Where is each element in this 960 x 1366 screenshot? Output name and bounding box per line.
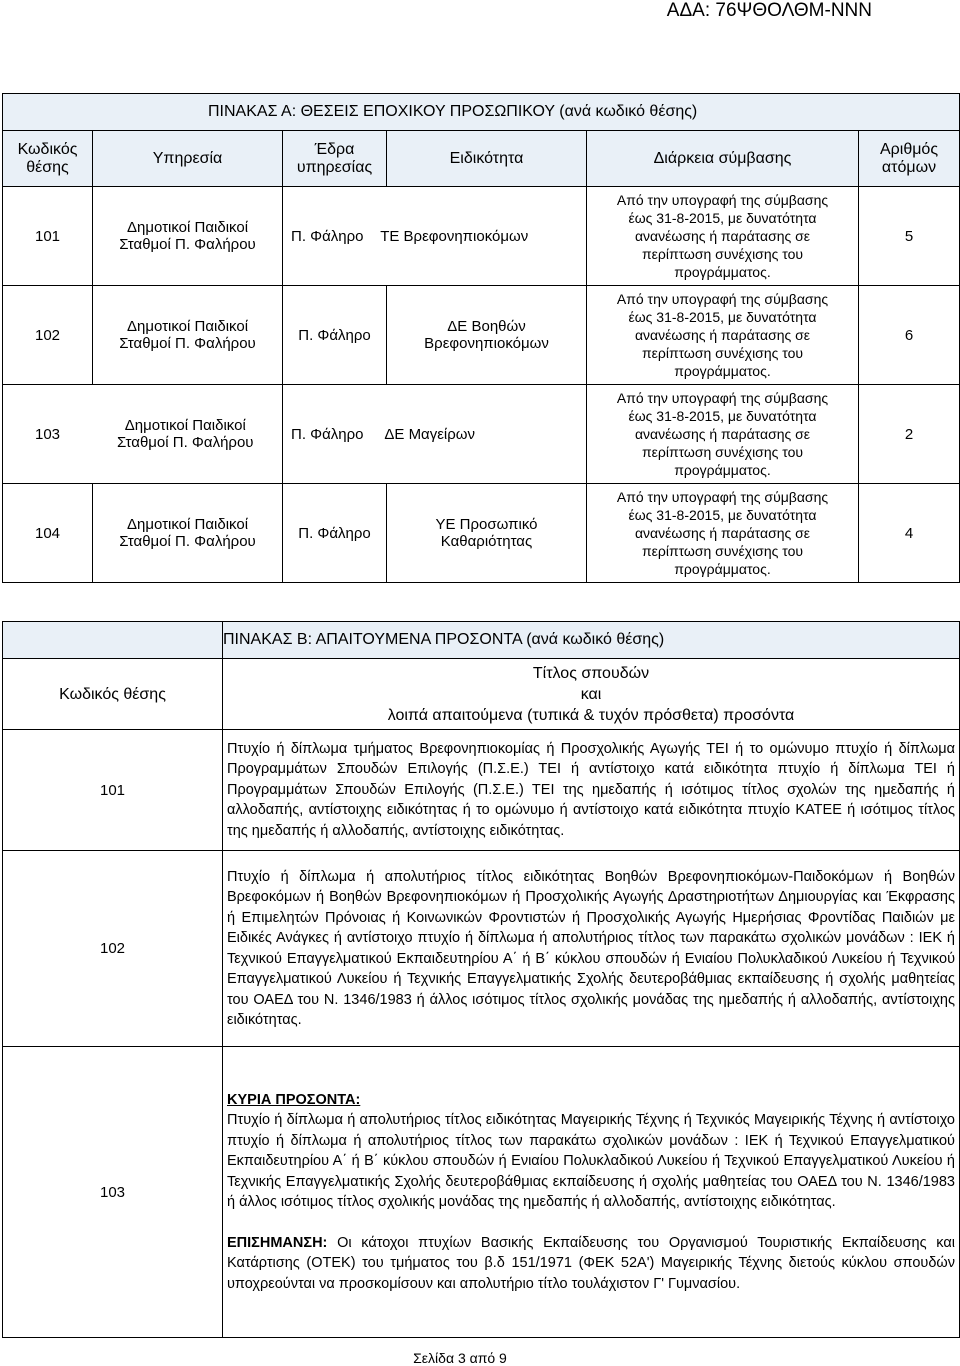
header-service: Υπηρεσία <box>93 131 283 187</box>
note <box>227 1233 955 1295</box>
header-code: Κωδικός θέσης <box>3 131 93 187</box>
row-duration: Από την υπογραφή της σύμβασης έως 31-8-2015, με δυνατότητα ανανέωσης ή παράτασης σε περίπτωση συνέχισης του προγράμματος. <box>587 385 859 484</box>
note-text: Οι κάτοχοι πτυχίων Βασικής Εκπαίδευσης του Οργανισμού Τουριστικής Εκπαίδευσης και Κατάρτισης (ΟΤΕΚ) του τμήματος του β.δ 151/1971 (ΦΕΚ 52Α') Μαγειρικής Τέχνης διετούς κύκλου σπουδών υποχρεούνται να προσκομίσουν και απολυτήριο τίτλο τουλάχιστον Γ' Γυμνασίου. <box>227 1234 955 1292</box>
table-b-header-row <box>3 659 960 730</box>
page-footer: Σελίδα 3 από 9 <box>413 1350 507 1366</box>
table-row <box>3 187 960 286</box>
row-code: 102 <box>3 286 93 385</box>
row-code: 101 <box>3 187 93 286</box>
row-text <box>223 1047 960 1338</box>
row-specialty: ΔΕ Μαγείρων <box>384 425 475 443</box>
header-code: Κωδικός θέσης <box>3 659 223 730</box>
row-service: Δημοτικοί Παιδικοί Σταθμοί Π. Φαλήρου <box>117 417 254 451</box>
table-a-title: ΠΙΝΑΚΑΣ Α: ΘΕΣΕΙΣ ΕΠΟΧΙΚΟΥ ΠΡΟΣΩΠΙΚΟΥ (ανά κωδικό θέσης) <box>3 94 960 131</box>
row-specialty: ΔΕ Βοηθών Βρεφονηπιοκόμων <box>387 286 587 385</box>
row-count: 4 <box>859 484 960 583</box>
row-code-service <box>3 385 283 484</box>
row-count: 2 <box>859 385 960 484</box>
ada-code: ΑΔΑ: 76ΨΘΟΛΘΜ-ΝΝΝ <box>666 0 872 21</box>
row-seat: Π. Φάληρο <box>283 286 387 385</box>
table-row <box>3 286 960 385</box>
table-a-title-row <box>3 94 960 131</box>
table-b <box>2 621 960 1338</box>
header-title: Τίτλος σπουδών και λοιπά απαιτούμενα (τυπικά & τυχόν πρόσθετα) προσόντα <box>223 659 960 730</box>
table-row <box>3 385 960 484</box>
table-a-header-row <box>3 131 960 187</box>
row-specialty: ΥΕ Προσωπικό Καθαριότητας <box>387 484 587 583</box>
row-service: Δημοτικοί Παιδικοί Σταθμοί Π. Φαλήρου <box>93 286 283 385</box>
row-code: 101 <box>3 730 223 851</box>
row-duration: Από την υπογραφή της σύμβασης έως 31-8-2015, με δυνατότητα ανανέωσης ή παράτασης σε περίπτωση συνέχισης του προγράμματος. <box>587 484 859 583</box>
kyria-text: Πτυχίο ή δίπλωμα ή απολυτήριος τίτλος ειδικότητας Μαγειρικής Τέχνης ή Τεχνικός Μαγειρικής Τέχνης ή αντίστοιχο πτυχίο ή δίπλωμα ή απολυτήριος τίτλος των παρακάτω σχολικών μονάδων : ΙΕΚ ή Τεχνικού Επαγγελματικού Εκπαιδευτηρίου Α΄ ή Β΄ κύκλου σπουδών ή Ενιαίου Πολυκλαδικού Λυκείου ή Τεχνικού Επαγγελματικού Λυκείου ή Τεχνικής Επαγγελματικής Σχολής δευτεροβάθμιας εκπαίδευσης ή σχολής μαθητείας του ΟΑΕΔ του Ν. 1346/1983 ή άλλος ισότιμος τίτλος σχολικής μονάδας της ημεδαπής ή αλλοδαπής, αντίστοιχης ειδικότητας. <box>227 1112 955 1211</box>
row-code-service-inner <box>33 385 256 483</box>
row-code: 103 <box>35 425 61 443</box>
row-duration: Από την υπογραφή της σύμβασης έως 31-8-2015, με δυνατότητα ανανέωσης ή παράτασης σε περίπτωση συνέχισης του προγράμματος. <box>587 187 859 286</box>
row-count: 5 <box>859 187 960 286</box>
row-seat-specialty <box>283 187 587 286</box>
table-a <box>2 93 960 583</box>
header-duration: Διάρκεια σύμβασης <box>587 131 859 187</box>
row-text: Πτυχίο ή δίπλωμα τμήματος Βρεφονηπιοκομίας ή Προσχολικής Αγωγής ΤΕΙ ή το ομώνυμο πτυχίο ή δίπλωμα Προγραμμάτων Σπουδών Επιλογής (Π.Σ.Ε.) ΤΕΙ ή αντίστοιχο κατά ειδικότητα πτυχίο ή δίπλωμα ΤΕΙ ή Προγραμμάτων Σπουδών Επιλογής (Π.Σ.Ε.) ΤΕΙ της ημεδαπής ή ισότιμος τίτλος σχολών της ημεδαπής ή αλλοδαπής, αντίστοιχης ειδικότητας ή το ομώνυμο ή αντίστοιχο κατά ειδικότητα πτυχίο ΚΑΤΕΕ ή ισότιμος τίτλος της ημεδαπής ή αλλοδαπής, αντίστοιχης ειδικότητας. <box>223 730 960 851</box>
row-code: 104 <box>3 484 93 583</box>
header-seat: Έδρα υπηρεσίας <box>283 131 387 187</box>
row-seat-specialty <box>283 385 587 484</box>
table-b-title-spacer <box>3 622 223 659</box>
row-service: Δημοτικοί Παιδικοί Σταθμοί Π. Φαλήρου <box>93 484 283 583</box>
table-row <box>3 730 960 851</box>
table-row <box>3 1047 960 1338</box>
header-specialty: Ειδικότητα <box>387 131 587 187</box>
header-count: Αριθμός ατόμων <box>859 131 960 187</box>
note-label: ΕΠΙΣΗΜΑΝΣΗ: <box>227 1234 328 1251</box>
row-seat: Π. Φάληρο <box>291 425 364 443</box>
table-b-title-row <box>3 622 960 659</box>
row-service: Δημοτικοί Παιδικοί Σταθμοί Π. Φαλήρου <box>93 187 283 286</box>
row-specialty: ΤΕ Βρεφονηπιοκόμων <box>380 227 529 245</box>
row-code: 103 <box>3 1047 223 1338</box>
row-text: Πτυχίο ή δίπλωμα ή απολυτήριος τίτλος ειδικότητας Βοηθών Βρεφονηπιοκόμων-Παιδοκόμων ή Βοηθών Βρεφοκόμων ή Βοηθών Βρεφονηπιοκόμων ή Προσχολικής Αγωγής Δραστηριοτήτων Δημιουργίας και Έκφρασης ή Επιμελητών Πρόνοιας ή Κοινωνικών Φροντιστών ή Προσχολικής Αγωγής Ημερήσιας Φροντίδας Παιδιών με Ειδικές Ανάγκες ή αντίστοιχο πτυχίο ή δίπλωμα ή απολυτήριος τίτλος των παρακάτω σχολικών μονάδων : ΙΕΚ ή Τεχνικού Επαγγελματικού Εκπαιδευτηρίου Α΄ ή Β΄ κύκλου σπουδών ή Ενιαίου Πολυκλαδικού Λυκείου ή Τεχνικού Επαγγελματικού Λυκείου ή Τεχνικής Επαγγελματικής Σχολής δευτεροβάθμιας εκπαίδευσης ή σχολής μαθητείας του ΟΑΕΔ του Ν. 1346/1983 ή άλλος ισότιμος τίτλος σχολικής μονάδας της ημεδαπής ή αλλοδαπής, αντίστοιχης ειδικότητας. <box>223 851 960 1047</box>
table-b-title: ΠΙΝΑΚΑΣ Β: ΑΠΑΙΤΟΥΜΕΝΑ ΠΡΟΣΟΝΤΑ (ανά κωδικό θέσης) <box>223 622 960 659</box>
table-row <box>3 851 960 1047</box>
row-count: 6 <box>859 286 960 385</box>
row-duration: Από την υπογραφή της σύμβασης έως 31-8-2015, με δυνατότητα ανανέωσης ή παράτασης σε περίπτωση συνέχισης του προγράμματος. <box>587 286 859 385</box>
kyria-label: ΚΥΡΙΑ ΠΡΟΣΟΝΤΑ: <box>227 1091 361 1108</box>
row-code: 102 <box>3 851 223 1047</box>
row-seat: Π. Φάληρο <box>283 484 387 583</box>
table-row <box>3 484 960 583</box>
row-seat: Π. Φάληρο <box>291 227 364 245</box>
